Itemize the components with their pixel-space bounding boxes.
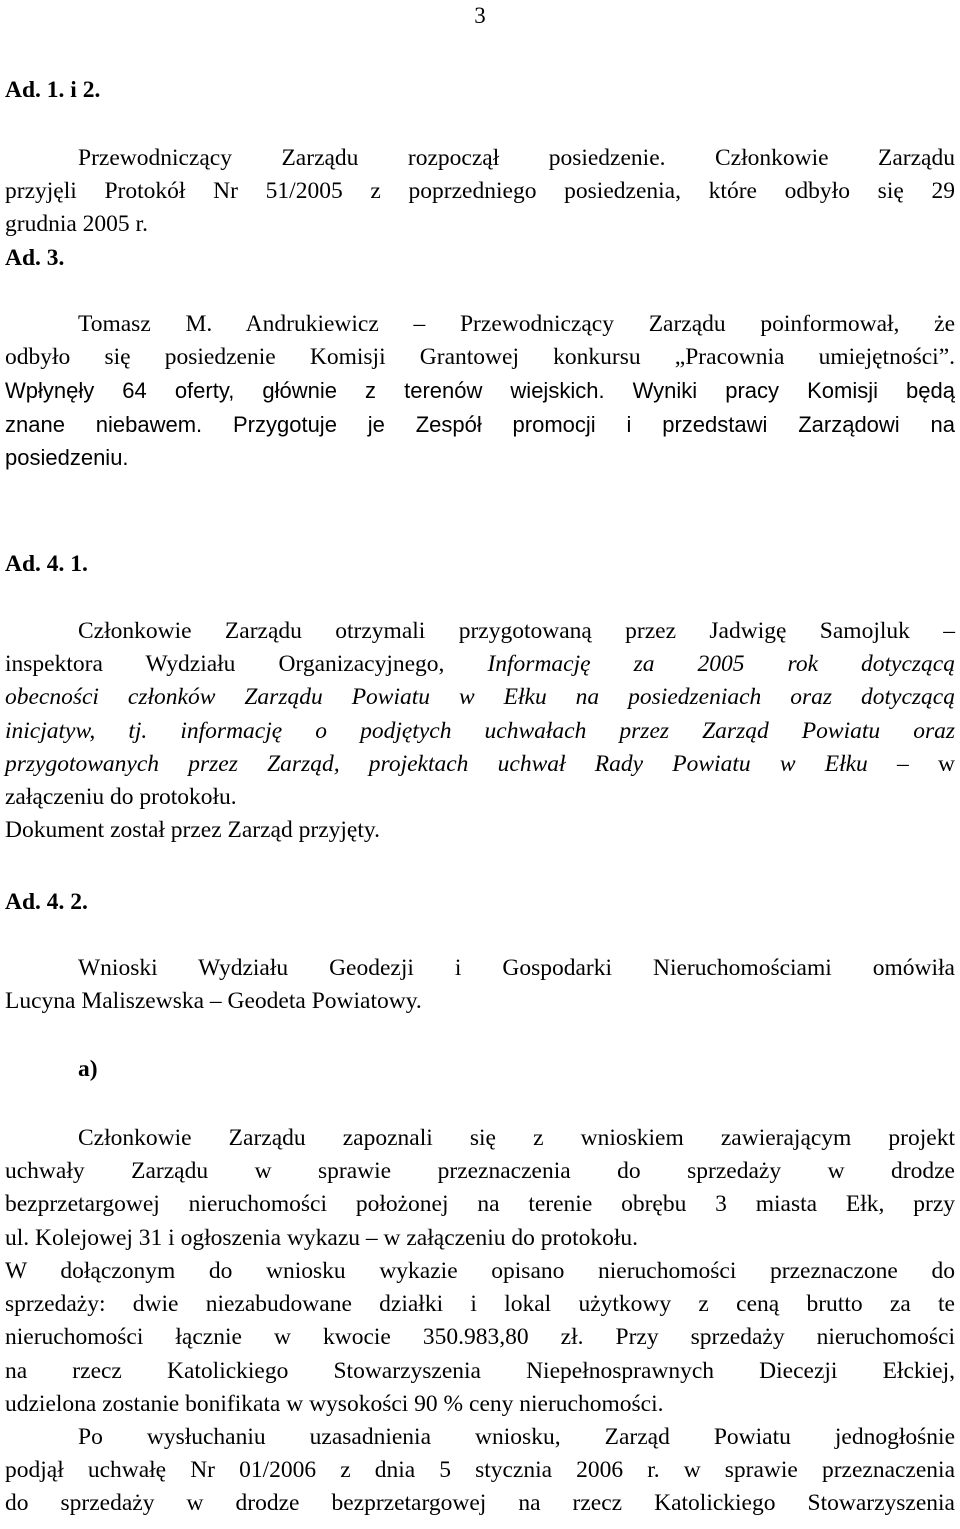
text-line [5,648,955,681]
text-line: posiedzeniu. [5,444,129,470]
text-line: nieruchomości łącznie w kwocie 350.983,80 zł. Przy sprzedaży nieruchomości [5,1324,955,1351]
text-line: bezprzetargowej nieruchomości położonej na terenie obrębu 3 miasta Ełk, przy [5,1191,955,1218]
text-line: odbyło się posiedzenie Komisji Grantowej konkursu „Pracownia umiejętności”. [5,344,955,371]
paragraph-ad-3 [5,308,955,474]
text-line: grudnia 2005 r. [5,211,148,238]
text-line: obecności członków Zarządu Powiatu w Ełku na posiedzeniach oraz dotyczącą [5,684,955,711]
text-line [5,715,955,748]
heading-item-a: a) [78,1056,98,1082]
text-span: – w [867,750,955,777]
heading-ad-1-2: Ad. 1. i 2. [5,77,101,103]
text-line: udzielona zostanie bonifikata w wysokości 90 % ceny nieruchomości. [5,1390,664,1417]
paragraph-ad-4-1 [5,615,955,847]
page-number: 3 [474,3,486,28]
paragraph-a-1 [5,1122,955,1255]
paragraph-ad-4-2 [5,952,955,1018]
text-line: załączeniu do protokołu. [5,784,237,811]
heading-ad-3: Ad. 3. [5,245,65,271]
text-line: W dołączonym do wniosku wykazie opisano nieruchomości przeznaczone do [5,1258,955,1284]
heading-ad-4-1: Ad. 4. 1. [5,551,88,577]
text-line: uchwały Zarządu w sprawie przeznaczenia do sprzedaży w drodze [5,1158,955,1185]
heading-ad-4-2: Ad. 4. 2. [5,889,88,915]
text-line: Lucyna Maliszewska – Geodeta Powiatowy. [5,988,422,1015]
text-line: Członkowie Zarządu zapoznali się z wnioskiem zawierającym projekt [78,1125,955,1151]
text-line: podjął uchwałę Nr 01/2006 z dnia 5 stycznia 2006 r. w sprawie przeznaczenia [5,1457,955,1484]
text-line: na rzecz Katolickiego Stowarzyszenia Niepełnosprawnych Diecezji Ełckiej, [5,1357,955,1384]
text-span: inspektora Wydziału Organizacyjnego, [5,651,488,678]
paragraph-a-2 [5,1255,955,1421]
text-line: Wpłynęły 64 oferty, głównie z terenów wiejskich. Wyniki pracy Komisji będą [5,378,955,404]
italic-title: Informację za 2005 rok dotyczącą [487,651,955,678]
text-line: sprzedaży: dwie niezabudowane działki i lokal użytkowy z ceną brutto za te [5,1291,955,1318]
text-line: Członkowie Zarządu otrzymali przygotowaną przez Jadwigę Samojluk – [78,618,955,644]
text-line: Tomasz M. Andrukiewicz – Przewodniczący Zarządu poinformował, że [78,311,955,337]
paragraph-a-3 [5,1421,955,1521]
text-line: znane niebawem. Przygotuje je Zespół promocji i przedstawi Zarządowi na [5,411,955,437]
text-line: ul. Kolejowej 31 i ogłoszenia wykazu – w załączeniu do protokołu. [5,1224,639,1251]
text-span: informację o podjętych uchwałach przez Zarząd Powiatu oraz [147,717,955,744]
text-span: inicjatyw, tj. [5,717,148,744]
text-line: Dokument został przez Zarząd przyjęty. [5,817,380,844]
text-line: Wnioski Wydziału Geodezji i Gospodarki Nieruchomościami omówiła [78,955,955,981]
text-line: Przewodniczący Zarządu rozpoczął posiedzenie. Członkowie Zarządu [78,145,955,171]
text-span: przygotowanych przez Zarząd, projektach uchwał Rady Powiatu w Ełku [5,750,868,777]
text-line [5,748,955,781]
paragraph-ad-1-2 [5,142,955,242]
text-line: do sprzedaży w drodze bezprzetargowej na rzecz Katolickiego Stowarzyszenia [5,1490,955,1517]
text-line: Po wysłuchaniu uzasadnienia wniosku, Zarząd Powiatu jednogłośnie [78,1424,955,1450]
text-line: przyjęli Protokół Nr 51/2005 z poprzedniego posiedzenia, które odbyło się 29 [5,178,955,205]
